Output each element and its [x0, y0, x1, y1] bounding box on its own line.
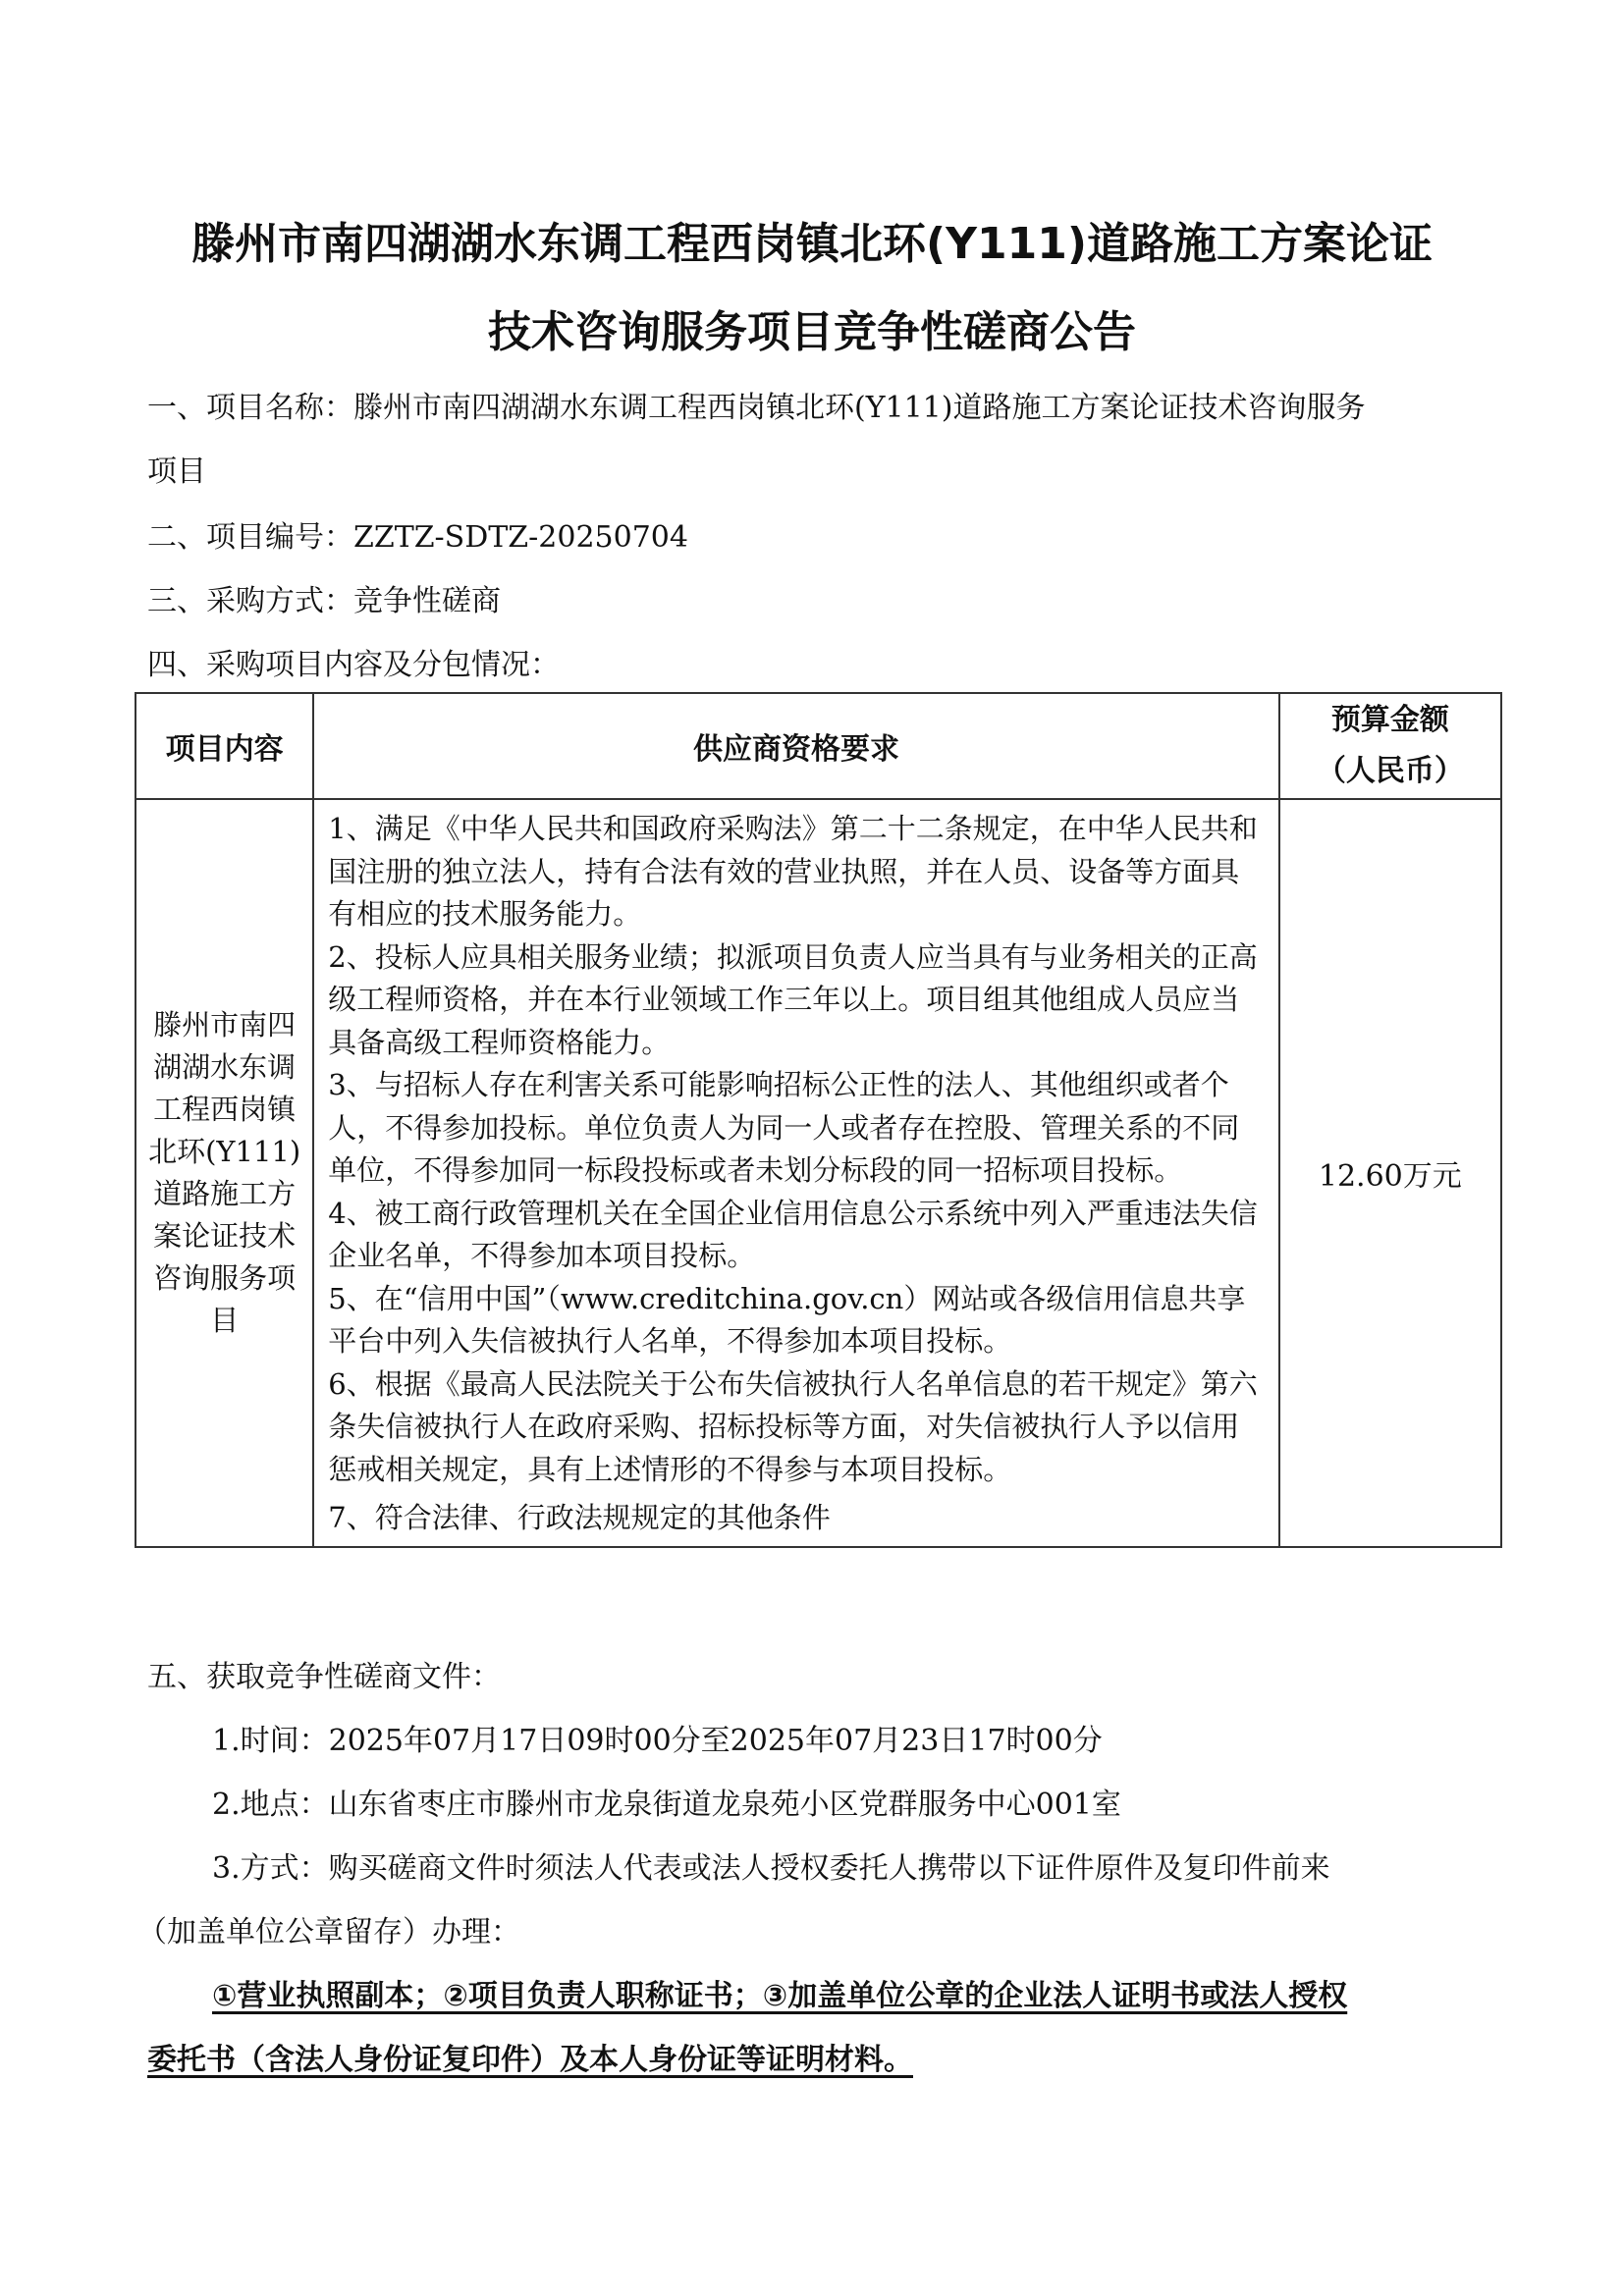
document-title-line-2: 技术咨询服务项目竞争性磋商公告 — [488, 307, 1136, 357]
project-name-line-2: 项目 — [147, 454, 206, 489]
header-budget-line-1: 预算金额 — [1330, 703, 1449, 737]
procurement-table — [135, 692, 1502, 1548]
required-materials-line-2: 委托书（含法人身份证复印件）及本人身份证等证明材料。 — [147, 2043, 913, 2077]
supplier-requirements-cell — [313, 799, 1278, 1547]
project-number: 二、项目编号：ZZTZ-SDTZ-20250704 — [147, 520, 688, 555]
table-header-row — [135, 693, 1501, 799]
required-materials-line-1: ①营业执照副本；②项目负责人职称证书；③加盖单位公章的企业法人证明书或法人授权 — [212, 1979, 1348, 2013]
document-place: 2.地点：山东省枣庄市滕州市龙泉街道龙泉苑小区党群服务中心001室 — [212, 1788, 1121, 1822]
requirement-item-4: 4、被工商行政管理机关在全国企业信用信息公示系统中列入严重违法失信企业名单，不得参加本项目投标。 — [328, 1196, 1258, 1272]
header-budget-line-2: （人民币） — [1316, 754, 1464, 788]
document-title-line-1: 滕州市南四湖湖水东调工程西岗镇北环(Y111)道路施工方案论证 — [191, 219, 1433, 269]
requirement-item-6: 6、根据《最高人民法院关于公布失信被执行人名单信息的若干规定》第六条失信被执行人在政府采购、招标投标等方面，对失信被执行人予以信用惩戒相关规定，具有上述情形的不得参与本项目投标。 — [328, 1366, 1258, 1486]
procurement-method: 三、采购方式：竞争性磋商 — [147, 584, 501, 618]
project-name-line-1: 一、项目名称：滕州市南四湖湖水东调工程西岗镇北环(Y111)道路施工方案论证技术咨询服务 — [147, 391, 1366, 425]
table-row — [135, 799, 1501, 1547]
requirement-item-1: 1、满足《中华人民共和国政府采购法》第二十二条规定，在中华人民共和国注册的独立法人，持有合法有效的营业执照，并在人员、设备等方面具有相应的技术服务能力。 — [328, 812, 1258, 931]
document-method-line-2: （加盖单位公章留存）办理： — [137, 1915, 520, 1949]
header-project-content: 项目内容 — [135, 693, 313, 799]
obtain-documents-heading: 五、获取竞争性磋商文件： — [147, 1660, 501, 1694]
project-content-cell: 滕州市南四湖湖水东调工程西岗镇北环(Y111)道路施工方案论证技术咨询服务项目 — [135, 799, 313, 1547]
document-time: 1.时间：2025年07月17日09时00分至2025年07月23日17时00分 — [212, 1724, 1103, 1758]
requirement-item-2: 2、投标人应具相关服务业绩；拟派项目负责人应当具有与业务相关的正高级工程师资格，并在本行业领域工作三年以上。项目组其他组成人员应当具备高级工程师资格能力。 — [328, 939, 1258, 1059]
procurement-content-heading: 四、采购项目内容及分包情况： — [147, 648, 560, 682]
header-supplier-requirements: 供应商资格要求 — [313, 693, 1278, 799]
document-method-line-1: 3.方式：购买磋商文件时须法人代表或法人授权委托人携带以下证件原件及复印件前来 — [212, 1851, 1330, 1886]
budget-amount-cell: 12.60万元 — [1279, 799, 1501, 1547]
requirement-item-5: 5、在“信用中国”（www.creditchina.gov.cn）网站或各级信用信息共享平台中列入失信被执行人名单，不得参加本项目投标。 — [328, 1281, 1246, 1358]
requirement-item-3: 3、与招标人存在利害关系可能影响招标公正性的法人、其他组织或者个人，不得参加投标。单位负责人为同一人或者存在控股、管理关系的不同单位，不得参加同一标段投标或者未划分标段的同一招标项目投标。 — [328, 1068, 1240, 1187]
requirement-item-7: 7、符合法律、行政法规规定的其他条件 — [328, 1501, 831, 1534]
header-budget — [1279, 693, 1501, 799]
